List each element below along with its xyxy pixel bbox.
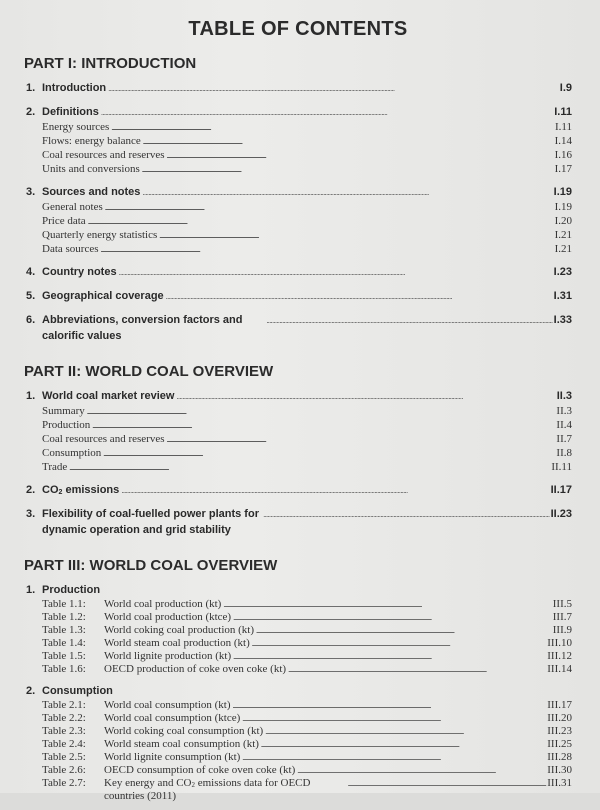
part1-entry-line[interactable] <box>24 288 572 305</box>
section-label: Production <box>42 584 101 596</box>
part1-entry-line[interactable] <box>24 80 572 97</box>
spacer <box>24 676 572 683</box>
subentry-label: Production <box>42 419 91 431</box>
subentry-list <box>24 405 572 475</box>
dot-leader <box>233 611 551 624</box>
table-entry[interactable] <box>24 611 572 624</box>
entry-number: 3. <box>26 508 36 520</box>
table-number: Table 1.2: <box>42 611 86 623</box>
page-number: I.16 <box>554 149 572 161</box>
table-entry[interactable] <box>24 650 572 663</box>
subentry[interactable] <box>24 405 572 419</box>
table-label: World coal production (ktce) <box>104 611 232 623</box>
part2-entry[interactable] <box>24 506 572 538</box>
entry-label: Sources and notes <box>42 186 141 198</box>
page-title: TABLE OF CONTENTS <box>188 18 408 40</box>
subentry-label: Price data <box>42 215 86 227</box>
subentry-label: Energy sources <box>42 121 110 133</box>
page-number: III.30 <box>547 764 572 776</box>
page-number: III.25 <box>547 738 572 750</box>
table-number: Table 2.6: <box>42 764 86 776</box>
subentry-label: Summary <box>42 405 85 417</box>
table-number: Table 2.3: <box>42 725 86 737</box>
subentry-label: Data sources <box>42 243 99 255</box>
dot-leader <box>176 388 554 405</box>
subentry[interactable] <box>24 201 572 215</box>
dot-leader <box>142 184 551 201</box>
page-number: III.14 <box>547 663 572 675</box>
subentry[interactable] <box>24 433 572 447</box>
dot-leader <box>297 764 545 777</box>
part2-title: PART II: WORLD COAL OVERVIEW <box>24 363 274 380</box>
section-number: 1. <box>26 584 36 596</box>
subentry[interactable] <box>24 419 572 433</box>
entry-label: Definitions <box>42 106 99 118</box>
dot-leader <box>348 777 546 790</box>
page-number: III.10 <box>547 637 572 649</box>
part2-entry-line[interactable] <box>24 482 572 499</box>
page-number: III.12 <box>547 650 572 662</box>
subentry-label: Flows: energy balance <box>42 135 141 147</box>
page-number: I.21 <box>554 229 572 241</box>
dot-leader <box>288 663 545 676</box>
entry-label: $CO_2$ emissions <box>42 484 120 496</box>
page-number: I.11 <box>554 106 572 118</box>
dot-leader <box>108 80 558 97</box>
dot-leader <box>111 121 553 135</box>
part2-entry[interactable] <box>24 482 572 499</box>
page-number: III.23 <box>547 725 572 737</box>
page-number: III.31 <box>547 777 572 789</box>
dot-leader <box>242 751 545 764</box>
page-number: II.8 <box>556 447 572 459</box>
table-label: World lignite production (kt) <box>104 650 232 662</box>
spacer <box>24 281 572 288</box>
dot-leader <box>261 738 545 751</box>
table-number: Table 1.1: <box>42 598 86 610</box>
part1-entry-line[interactable] <box>24 104 572 121</box>
spacer <box>24 538 572 545</box>
part1-entry[interactable] <box>24 104 572 177</box>
part1-entry[interactable] <box>24 80 572 97</box>
subentry[interactable] <box>24 135 572 149</box>
entry-label: Abbreviations, conversion factors and calorific values <box>42 314 243 342</box>
page-number: III.7 <box>552 611 572 623</box>
page-number: I.9 <box>559 82 572 94</box>
page-number: I.17 <box>554 163 572 175</box>
spacer <box>24 177 572 184</box>
entry-number: 2. <box>26 106 36 118</box>
part3-list <box>24 582 572 810</box>
part3-section <box>24 683 572 803</box>
dot-leader <box>87 405 555 419</box>
table-entry[interactable] <box>24 764 572 777</box>
entry-label: World coal market review <box>42 390 175 402</box>
entry-label: Introduction <box>42 82 107 94</box>
page-number: III.20 <box>547 712 572 724</box>
table-number: Table 2.2: <box>42 712 86 724</box>
page-number: I.14 <box>554 135 572 147</box>
dot-leader <box>223 598 550 611</box>
table-label: OECD production of coke oven coke (kt) <box>104 663 287 675</box>
page-number: II.4 <box>556 419 572 431</box>
dot-leader <box>92 419 554 433</box>
subentry-list <box>24 121 572 177</box>
subentry[interactable] <box>24 461 572 475</box>
part2-entry-line[interactable] <box>24 506 572 538</box>
entry-number: 6. <box>26 314 36 326</box>
subentry-label: Quarterly energy statistics <box>42 229 158 241</box>
subscript: 2 <box>58 489 63 496</box>
entry-number: 3. <box>26 186 36 198</box>
subentry-label: General notes <box>42 201 103 213</box>
dot-leader <box>101 243 553 257</box>
entry-label: Country notes <box>42 266 117 278</box>
dot-leader <box>265 725 545 738</box>
dot-leader <box>166 433 554 447</box>
part1-entry[interactable] <box>24 184 572 257</box>
table-entry[interactable] <box>24 777 572 803</box>
table-label: World coking coal consumption (kt) <box>104 725 264 737</box>
dot-leader <box>266 312 551 329</box>
page-number: III.17 <box>547 699 572 711</box>
entry-label: Flexibility of coal-fuelled power plants for dynamic operation and grid stability <box>42 508 259 536</box>
table-number: Table 2.1: <box>42 699 86 711</box>
dot-leader <box>233 650 545 663</box>
spacer <box>24 97 572 104</box>
subentry[interactable] <box>24 215 572 229</box>
entry-number: 1. <box>26 82 36 94</box>
dot-leader <box>166 288 552 305</box>
dot-leader <box>69 461 549 475</box>
table-number: Table 1.5: <box>42 650 86 662</box>
subentry[interactable] <box>24 121 572 135</box>
entry-number: 1. <box>26 390 36 402</box>
page-number: I.11 <box>554 121 572 133</box>
spacer <box>24 305 572 312</box>
part3-section-heading[interactable] <box>24 582 572 598</box>
page-number: I.19 <box>553 186 572 198</box>
page-number: II.23 <box>550 508 572 520</box>
entry-number: 2. <box>26 484 36 496</box>
table-number: Table 1.6: <box>42 663 86 675</box>
subentry-label: Coal resources and reserves <box>42 433 165 445</box>
page-number: I.20 <box>554 215 572 227</box>
page-number: III.28 <box>547 751 572 763</box>
part1-entry-line[interactable] <box>24 264 572 281</box>
part1-list <box>24 80 572 351</box>
dot-leader <box>242 712 545 725</box>
subentry[interactable] <box>24 447 572 461</box>
table-label: World coal consumption (ktce) <box>104 712 241 724</box>
section-label: Consumption <box>42 685 113 697</box>
table-label: World coal consumption (kt) <box>104 699 231 711</box>
subentry-list <box>24 201 572 257</box>
page-number: I.19 <box>554 201 572 213</box>
dot-leader <box>233 699 546 712</box>
table-entry[interactable] <box>24 663 572 676</box>
dot-leader <box>159 229 552 243</box>
page-number: II.7 <box>556 433 572 445</box>
table-number: Table 2.7: <box>42 777 86 789</box>
table-entry[interactable] <box>24 699 572 712</box>
part1-entry[interactable] <box>24 264 572 281</box>
table-label: World lignite consumption (kt) <box>104 751 241 763</box>
subentry-label: Trade <box>42 461 68 473</box>
part1-title: PART I: INTRODUCTION <box>24 55 197 72</box>
entry-number: 4. <box>26 266 36 278</box>
part1-entry[interactable] <box>24 288 572 305</box>
table-label: World coal production (kt) <box>104 598 222 610</box>
table-list <box>24 598 572 676</box>
subentry[interactable] <box>24 229 572 243</box>
dot-leader <box>143 135 553 149</box>
dot-leader <box>105 201 553 215</box>
part3-title: PART III: WORLD COAL OVERVIEW <box>24 557 278 574</box>
table-label: World steam coal production (kt) <box>104 637 250 649</box>
part2-list <box>24 388 572 545</box>
page-number: II.11 <box>551 461 572 473</box>
subentry-label: Consumption <box>42 447 102 459</box>
part3-section-heading[interactable] <box>24 683 572 699</box>
table-entry[interactable] <box>24 624 572 637</box>
spacer <box>24 475 572 482</box>
table-label: OECD consumption of coke oven coke (kt) <box>104 764 296 776</box>
subentry[interactable] <box>24 149 572 163</box>
page-number: I.21 <box>554 243 572 255</box>
dot-leader <box>121 482 548 499</box>
part2-entry-line[interactable] <box>24 388 572 405</box>
dot-leader <box>101 104 552 121</box>
entry-number: 5. <box>26 290 36 302</box>
page-number: I.31 <box>553 290 572 302</box>
table-entry[interactable] <box>24 637 572 650</box>
subscript: 2 <box>191 781 195 789</box>
spacer <box>24 257 572 264</box>
table-label: Key energy and $CO_2$ emissions data for OECD countries (2011) <box>104 777 311 802</box>
table-entry[interactable] <box>24 738 572 751</box>
spacer <box>24 803 572 810</box>
dot-leader <box>88 215 553 229</box>
subentry-label: Coal resources and reserves <box>42 149 165 161</box>
table-entry[interactable] <box>24 712 572 725</box>
table-number: Table 2.5: <box>42 751 86 763</box>
dot-leader <box>256 624 551 637</box>
dot-leader <box>263 506 548 523</box>
table-label: World steam coal consumption (kt) <box>104 738 259 750</box>
page-number: III.5 <box>552 598 572 610</box>
page-number: II.3 <box>556 390 572 402</box>
dot-leader <box>103 447 554 461</box>
part2-entry[interactable] <box>24 388 572 475</box>
table-entry[interactable] <box>24 598 572 611</box>
table-label: World coking coal production (kt) <box>104 624 255 636</box>
part1-entry[interactable] <box>24 312 572 344</box>
dot-leader <box>142 163 553 177</box>
table-number: Table 1.3: <box>42 624 86 636</box>
part1-entry-line[interactable] <box>24 184 572 201</box>
page-number: III.9 <box>552 624 572 636</box>
dot-leader <box>252 637 546 650</box>
table-entry[interactable] <box>24 751 572 764</box>
page-number: I.23 <box>553 266 572 278</box>
subentry[interactable] <box>24 243 572 257</box>
page-number: I.33 <box>553 314 572 326</box>
table-entry[interactable] <box>24 725 572 738</box>
part3-section <box>24 582 572 676</box>
page-number: II.17 <box>550 484 572 496</box>
spacer <box>24 499 572 506</box>
subentry[interactable] <box>24 163 572 177</box>
page-number: II.3 <box>556 405 572 417</box>
table-number: Table 2.4: <box>42 738 86 750</box>
dot-leader <box>166 149 552 163</box>
subentry-label: Units and conversions <box>42 163 140 175</box>
table-number: Table 1.4: <box>42 637 86 649</box>
section-number: 2. <box>26 685 36 697</box>
dot-leader <box>119 264 552 281</box>
spacer <box>24 344 572 351</box>
table-list <box>24 699 572 803</box>
part1-entry-line[interactable] <box>24 312 572 344</box>
entry-label: Geographical coverage <box>42 290 164 302</box>
